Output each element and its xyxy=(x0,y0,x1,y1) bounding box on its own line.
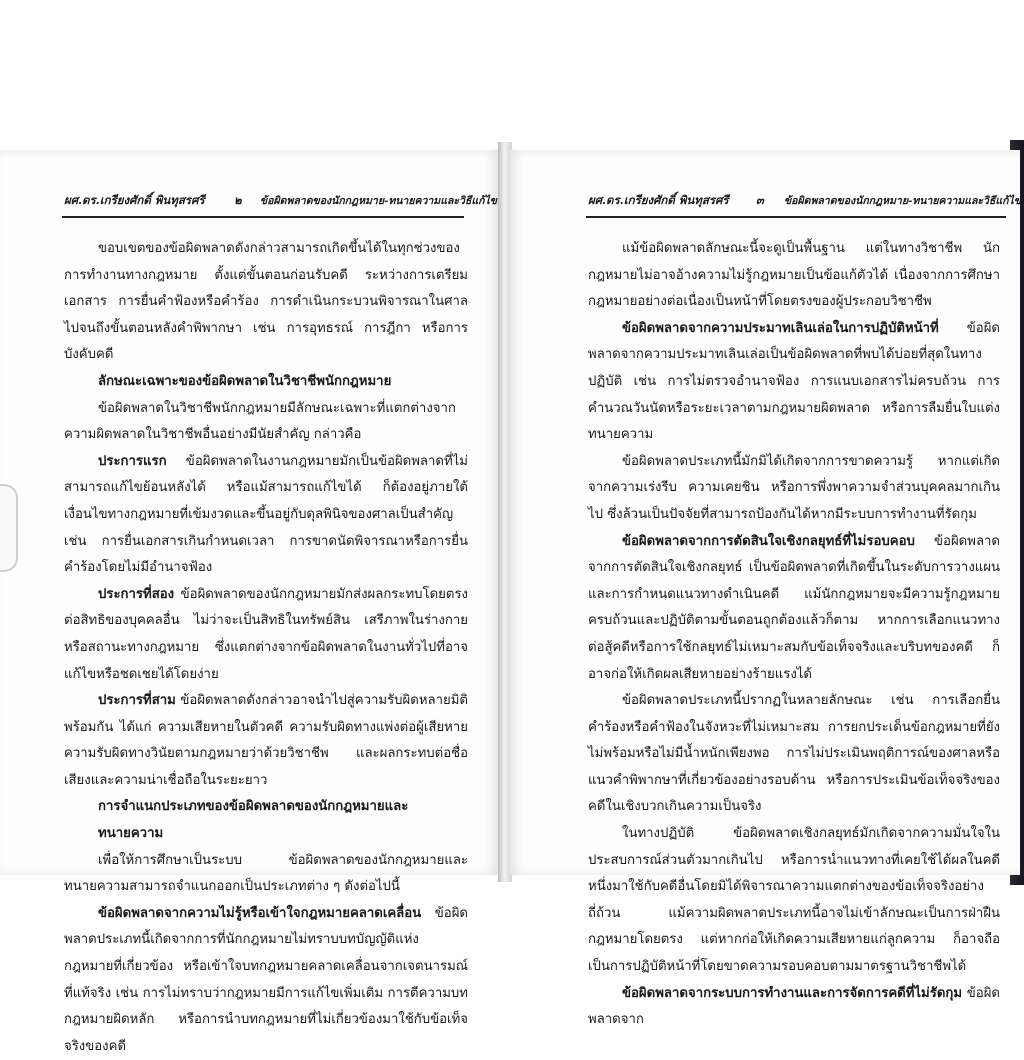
body-paragraph xyxy=(64,396,468,449)
paragraph-text: ข้อผิดพลาดดังกล่าวอาจนำไปสู่ความรับผิดหลายมิติพร้อมกัน ได้แก่ ความเสียหายในตัวคดี ความรับผิดทางแพ่งต่อผู้เสียหาย ความรับผิดทางวินัยตามกฎหมายว่าด้วยวิชาชีพ และผลกระทบต่อชื่อเสียงและความน่าเชื่อถือในระยะยาว xyxy=(64,693,468,788)
body-paragraph xyxy=(64,901,468,1060)
body-paragraph xyxy=(64,582,468,688)
paragraph-lead: ข้อผิดพลาดจากความไม่รู้หรือเข้าใจกฎหมายคลาดเคลื่อน xyxy=(98,905,422,921)
right-header-rule xyxy=(586,216,1006,218)
paragraph-lead: ประการที่สาม xyxy=(98,693,176,709)
left-running-header xyxy=(64,192,497,214)
body-paragraph xyxy=(588,981,1000,1034)
paragraph-text: ข้อผิดพลาดจากการตัดสินใจเชิงกลยุทธ์ เป็นข้อผิดพลาดที่เกิดขึ้นในระดับการวางแผนและการกำหนดแนวทางดำเนินคดี แม้นักกฎหมายจะมีความรู้กฎหมายครบถ้วนและปฏิบัติตามขั้นตอนถูกต้องแล้วก็ตาม หากการเลือกแนวทางต่อสู้คดีหรือการใช้กลยุทธ์ไม่เหมาะสมกับข้อเท็จจริงและบริบทของคดี ก็อาจก่อให้เกิดผลเสียหายอย่างร้ายแรงได้ xyxy=(588,533,1000,682)
paragraph-text: ข้อผิดพลาดจาก xyxy=(588,985,1000,1028)
paragraph-lead: ข้อผิดพลาดจากการตัดสินใจเชิงกลยุทธ์ที่ไม่รอบคอบ xyxy=(622,533,915,549)
body-paragraph xyxy=(64,848,468,901)
paragraph-text: ข้อผิดพลาดของนักกฎหมายมักส่งผลกระทบโดยตรงต่อสิทธิของบุคคลอื่น ไม่ว่าจะเป็นสิทธิในทรัพย์สิน เสรีภาพในร่างกาย หรือสถานะทางกฎหมาย ซึ่งแตกต่างจากข้อผิดพลาดในงานทั่วไปที่อาจแก้ไขหรือชดเชยได้โดยง่าย xyxy=(64,586,468,682)
left-page xyxy=(0,150,498,1054)
body-paragraph xyxy=(64,236,468,369)
right-page xyxy=(510,150,1021,1028)
paragraph-text: ข้อผิดพลาดประเภทนี้มักมิได้เกิดจากการขาดความรู้ หากแต่เกิดจากความเร่งรีบ ความเคยชิน หรือการพึ่งพาความจำส่วนบุคคลมากเกินไป ซึ่งล้วนเป็นปัจจัยที่สามารถป้องกันได้หากมีระบบการทำงานที่รัดกุม xyxy=(588,453,1000,522)
left-header-page-number: ๒ xyxy=(234,193,242,207)
right-header-page-number: ๓ xyxy=(756,193,764,207)
paragraph-text: เพื่อให้การศึกษาเป็นระบบ ข้อผิดพลาดของนักกฎหมายและทนายความสามารถจำแนกออกเป็นประเภทต่าง ๆ ดังต่อไปนี้ xyxy=(64,852,468,895)
right-header-author: ผศ.ดร.เกรียงศักดิ์ พินทุสรศรี xyxy=(588,193,729,207)
paragraph-lead: ประการแรก xyxy=(98,453,167,469)
body-paragraph xyxy=(588,821,1000,981)
paragraph-text: ในทางปฏิบัติ ข้อผิดพลาดเชิงกลยุทธ์มักเกิดจากความมั่นใจในประสบการณ์ส่วนตัวมากเกินไป หรือการนำแนวทางที่เคยใช้ได้ผลในคดีหนึ่งมาใช้กับคดีอื่นโดยมิได้พิจารณาความแตกต่างของข้อเท็จจริงอย่างถี่ถ้วน แม้ความผิดพลาดประเภทนี้อาจไม่เข้าลักษณะเป็นการฝ่าฝืนกฎหมายโดยตรง แต่หากก่อให้เกิดความเสียหายแก่ลูกความ ก็อาจถือเป็นการปฏิบัติหน้าที่โดยขาดความรอบคอบตามมาตรฐานวิชาชีพได้ xyxy=(588,826,1000,975)
body-paragraph xyxy=(588,236,1000,316)
right-body-text xyxy=(588,236,1000,1034)
page-tab-marker xyxy=(0,484,18,572)
left-header-author: ผศ.ดร.เกรียงศักดิ์ พินทุสรศรี xyxy=(64,193,205,207)
body-paragraph xyxy=(588,688,1000,821)
paragraph-lead: ข้อผิดพลาดจากความประมาทเลินเล่อในการปฏิบัติหน้าที่ xyxy=(622,320,939,336)
paragraph-text: ข้อผิดพลาดในงานกฎหมายมักเป็นข้อผิดพลาดที่ไม่สามารถแก้ไขย้อนหลังได้ หรือแม้สามารถแก้ไขได้ ก็ต้องอยู่ภายใต้เงื่อนไขทางกฎหมายที่เข้มงวดและขึ้นอยู่กับดุลพินิจของศาลเป็นสำคัญ เช่น การยื่นเอกสารเกินกำหนดเวลา การขาดนัดพิจารณาหรือการยื่นคำร้องโดยไม่มีอำนาจฟ้อง xyxy=(64,453,468,576)
body-paragraph xyxy=(588,529,1000,689)
paragraph-text: ข้อผิดพลาดจากความประมาทเลินเล่อเป็นข้อผิดพลาดที่พบได้บ่อยที่สุดในทางปฏิบัติ เช่น การไม่ตรวจอำนาจฟ้อง การแนบเอกสารไม่ครบถ้วน การคำนวณวันนัดหรือระยะเวลาตามกฎหมายผิดพลาด หรือการลืมยื่นใบแต่งทนายความ xyxy=(588,320,1000,443)
left-header-book-title: ข้อผิดพลาดของนักกฎหมาย-ทนายความและวิธีแก้ไข xyxy=(260,195,497,207)
left-body-text xyxy=(64,236,468,1060)
body-paragraph xyxy=(64,449,468,582)
paragraph-text: ขอบเขตของข้อผิดพลาดดังกล่าวสามารถเกิดขึ้นได้ในทุกช่วงของการทำงานทางกฎหมาย ตั้งแต่ขั้นตอนก่อนรับคดี ระหว่างการเตรียมเอกสาร การยื่นคำฟ้องหรือคำร้อง การดำเนินกระบวนพิจารณาในศาล ไปจนถึงขั้นตอนหลังคำพิพากษา เช่น การอุทธรณ์ การฎีกา หรือการบังคับคดี xyxy=(64,241,468,363)
section-heading: การจำแนกประเภทของข้อผิดพลาดของนักกฎหมายและทนายความ xyxy=(98,799,409,842)
body-paragraph xyxy=(64,688,468,794)
paragraph-text: ข้อผิดพลาดประเภทนี้ปรากฏในหลายลักษณะ เช่น การเลือกยื่นคำร้องหรือคำฟ้องในจังหวะที่ไม่เหมาะสม การยกประเด็นข้อกฎหมายที่ยังไม่พร้อมหรือไม่มีน้ำหนักเพียงพอ การไม่ประเมินพฤติการณ์ของศาลหรือแนวคำพิพากษาที่เกี่ยวข้องอย่างรอบด้าน หรือการประเมินข้อเท็จจริงของคดีในเชิงบวกเกินความเป็นจริง xyxy=(588,693,1000,815)
body-paragraph xyxy=(588,449,1000,529)
paragraph-text: แม้ข้อผิดพลาดลักษณะนี้จะดูเป็นพื้นฐาน แต่ในทางวิชาชีพ นักกฎหมายไม่อาจอ้างความไม่รู้กฎหมายเป็นข้อแก้ตัวได้ เนื่องจากการศึกษากฎหมายอย่างต่อเนื่องเป็นหน้าที่โดยตรงของผู้ประกอบวิชาชีพ xyxy=(588,241,1000,310)
left-header-rule xyxy=(62,216,464,218)
right-running-header xyxy=(588,192,1021,214)
section-heading: ลักษณะเฉพาะของข้อผิดพลาดในวิชาชีพนักกฎหมาย xyxy=(98,373,392,389)
paragraph-text: ข้อผิดพลาดประเภทนี้เกิดจากการที่นักกฎหมายไม่ทราบบทบัญญัติแห่งกฎหมายที่เกี่ยวข้อง หรือเข้าใจบทกฎหมายคลาดเคลื่อนจากเจตนารมณ์ที่แท้จริง เช่น การไม่ทราบว่ากฎหมายมีการแก้ไขเพิ่มเติม การตีความบทกฎหมายผิดหลัก หรือการนำบทกฎหมายที่ไม่เกี่ยวข้องมาใช้กับข้อเท็จจริงของคดี xyxy=(64,905,468,1054)
right-header-book-title: ข้อผิดพลาดของนักกฎหมาย-ทนายความและวิธีแก้ไข xyxy=(784,195,1021,207)
paragraph-lead: ข้อผิดพลาดจากระบบการทำงานและการจัดการคดีที่ไม่รัดกุม xyxy=(622,985,963,1001)
paragraph-lead: ประการที่สอง xyxy=(98,586,175,602)
body-paragraph xyxy=(588,316,1000,449)
paragraph-text: ข้อผิดพลาดในวิชาชีพนักกฎหมายมีลักษณะเฉพาะที่แตกต่างจากความผิดพลาดในวิชาชีพอื่นอย่างมีนัยสำคัญ กล่าวคือ xyxy=(64,400,456,443)
